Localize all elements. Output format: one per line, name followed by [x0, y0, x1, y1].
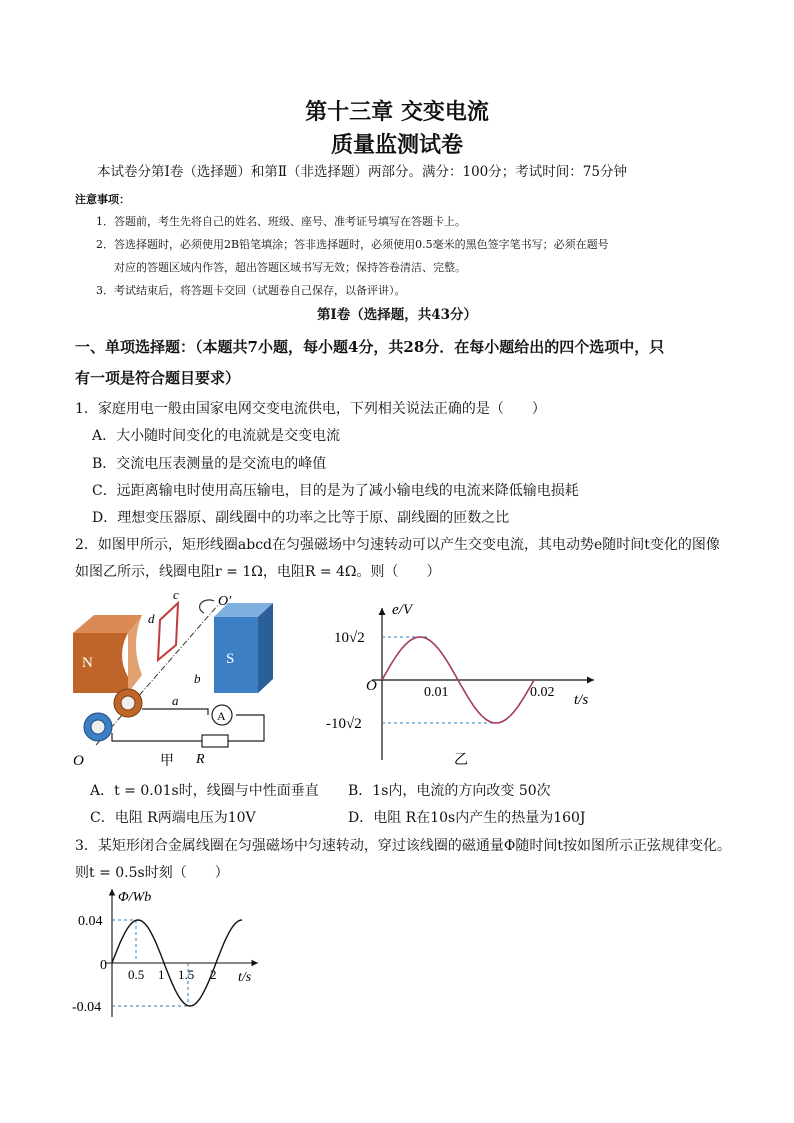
q2-option-c: C．电阻 R两端电压为10V — [90, 810, 256, 826]
emf-yneg: -10√2 — [326, 716, 362, 732]
q1-stem: 1．家庭用电一般由国家电网交变电流供电，下列相关说法正确的是（ ） — [75, 401, 546, 417]
note-2-cont: 对应的答题区域内作答，超出答题区域书写无效；保持答卷清洁、完整。 — [114, 261, 466, 274]
flux-ypos: 0.04 — [78, 914, 103, 929]
part1-heading: 第Ⅰ卷（选择题，共43分） — [316, 307, 478, 323]
note-3: 3．考试结束后，将答题卡交回（试题卷自己保存，以备评讲）。 — [96, 284, 406, 297]
emf-xlabel: t/s — [574, 692, 589, 708]
coil — [158, 603, 178, 660]
resistor — [202, 735, 228, 747]
s-label: S — [226, 651, 235, 667]
o-prime-label: O′ — [218, 594, 232, 609]
q1-option-c: C．远距离输电时使用高压输电，目的是为了减小输电线的电流来降低输电损耗 — [92, 483, 579, 499]
magnet-n — [73, 615, 142, 693]
flux-tick-05: 0.5 — [128, 967, 145, 982]
coil-label-d: d — [148, 611, 155, 626]
q2-stem-line1: 2．如图甲所示，矩形线圈abcd在匀强磁场中匀速转动可以产生交变电流，其电动势e随时间t变化的图像 — [75, 537, 720, 553]
q1-option-a: A．大小随时间变化的电流就是交变电流 — [92, 428, 341, 444]
ammeter-label: A — [217, 709, 226, 723]
coil-label-b: b — [194, 671, 201, 686]
emf-ylabel: e/V — [392, 602, 412, 618]
flux-tick-15: 1.5 — [178, 967, 195, 982]
q1-option-b: B．交流电压表测量的是交流电的峰值 — [92, 456, 327, 472]
resistor-label: R — [196, 752, 205, 767]
exam-intro: 本试卷分第Ⅰ卷（选择题）和第Ⅱ（非选择题）两部分。满分：100分；考试时间：75分钟 — [97, 164, 627, 180]
flux-tick-2: 2 — [210, 967, 217, 982]
note-1: 1．答题前，考生先将自己的姓名、班级、座号、准考证号填写在答题卡上。 — [96, 215, 466, 228]
q2-stem-line2: 如图乙所示，线圈电阻r = 1Ω，电阻R = 4Ω。则（ ） — [75, 564, 441, 580]
note-2: 2．答选择题时，必须使用2B铅笔填涂；答非选择题时，必须使用0.5毫米的黑色签字笔书写；必须在题号 — [96, 238, 609, 251]
q2-option-a: A．t = 0.01s时，线圈与中性面垂直 — [90, 783, 319, 799]
title-line-2: 质量监测试卷 — [330, 133, 463, 158]
generator-figure — [68, 585, 278, 775]
o-label: O — [73, 753, 84, 769]
q1-option-d: D．理想变压器原、副线圈中的功率之比等于原、副线圈的匝数之比 — [92, 510, 510, 526]
notes-heading: 注意事项： — [75, 193, 130, 206]
emf-graph — [322, 600, 604, 770]
emf-tick-002: 0.02 — [530, 685, 555, 700]
flux-graph — [70, 883, 270, 1023]
q2-option-b: B．1s内，电流的方向改变 50次 — [348, 783, 551, 799]
coil-label-c: c — [173, 587, 179, 602]
flux-origin: 0 — [100, 958, 107, 973]
fig-caption-jia: 甲 — [160, 754, 174, 769]
flux-tick-1: 1 — [158, 967, 165, 982]
q2-option-d: D．电阻 R在10s内产生的热量为160J — [348, 810, 586, 826]
n-label: N — [82, 655, 93, 671]
magnet-s — [214, 603, 273, 693]
emf-tick-001: 0.01 — [424, 685, 449, 700]
title-line-1: 第十三章 交变电流 — [305, 100, 489, 125]
fig-caption-yi: 乙 — [454, 753, 468, 768]
flux-ylabel: Φ/Wb — [118, 890, 152, 905]
q3-stem-line1: 3．某矩形闭合金属线圈在匀强磁场中匀速转动，穿过该线圈的磁通量Φ随时间t按如图所示正弦规律变化。 — [75, 838, 732, 854]
section1-line2: 有一项是符合题目要求） — [75, 369, 241, 387]
emf-ypos: 10√2 — [334, 630, 365, 646]
emf-origin: O — [366, 678, 377, 694]
flux-yneg: -0.04 — [72, 1000, 102, 1015]
flux-xlabel: t/s — [238, 970, 252, 985]
section1-line1: 一、单项选择题：（本题共7小题，每小题4分，共28分．在每小题给出的四个选项中，只 — [75, 338, 665, 356]
q3-stem-line2: 则t = 0.5s时刻（ ） — [75, 865, 229, 881]
coil-label-a: a — [172, 693, 179, 708]
